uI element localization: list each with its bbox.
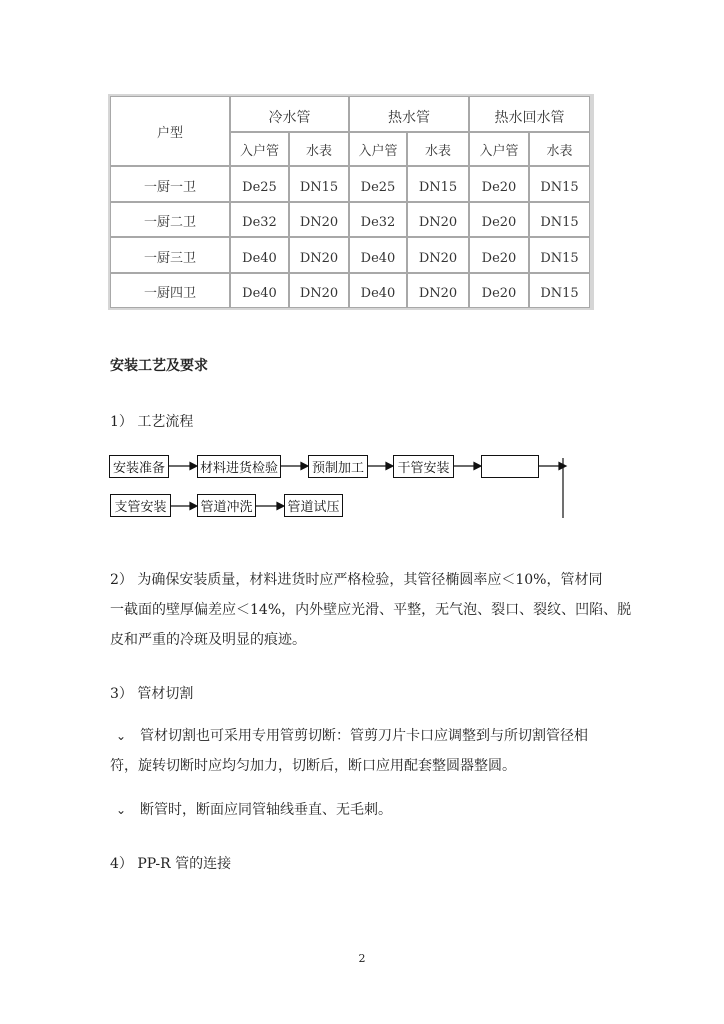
- step-4-heading: 4） PP-R 管的连接: [110, 856, 232, 872]
- step-3-heading: 3） 管材切割: [110, 686, 194, 702]
- cell-text: De20: [481, 286, 517, 301]
- cell-text: 一厨一卫: [143, 180, 196, 195]
- cell-text: De32: [242, 215, 277, 230]
- cell-text: DN20: [299, 215, 339, 230]
- flow-box-branch-pipe: [110, 494, 171, 517]
- bullet-mark: ⌄: [116, 803, 127, 817]
- section-title: 安装工艺及要求: [110, 358, 208, 374]
- bullet-2-line-1: 断管时，断面应同管轴线垂直、无毛刺。: [140, 802, 392, 818]
- cell-text: De40: [360, 286, 396, 301]
- cell-text: DN20: [299, 286, 339, 301]
- flow-box-label: 安装准备: [112, 461, 165, 476]
- cell-text: DN15: [418, 180, 458, 195]
- sub-header-label: 入户管: [239, 144, 279, 159]
- cell-text: De25: [360, 180, 396, 195]
- flow-box-pressure-test: [284, 494, 343, 517]
- group-header-label: 热水回水管: [494, 110, 565, 126]
- cell-text: De25: [242, 180, 277, 195]
- flow-box-empty: [481, 455, 539, 478]
- bullet-mark: ⌄: [116, 729, 127, 743]
- cell-text: 一厨二卫: [143, 215, 196, 230]
- flow-box-inspection: [197, 455, 281, 478]
- flow-box-flush: [197, 494, 256, 517]
- cell-text: DN20: [418, 215, 458, 230]
- group-header-label: 热水管: [388, 110, 430, 126]
- bullet-1-line-2: 符，旋转切断时应均匀加力，切断后，断口应用配套整圆器整圆。: [110, 758, 516, 774]
- group-header-label: 冷水管: [268, 110, 311, 126]
- step-1-heading: 1） 工艺流程: [110, 414, 194, 430]
- sub-header-label: 水表: [424, 144, 451, 159]
- cell-text: De20: [481, 180, 517, 195]
- flow-box-main-pipe: [393, 455, 454, 478]
- sub-header-label: 水表: [546, 144, 573, 159]
- flow-box-label: 干管安装: [397, 461, 450, 476]
- cell-text: De20: [481, 215, 517, 230]
- flow-box-label: 支管安装: [114, 500, 167, 515]
- bullet-1-line-1: 管材切割也可采用专用管剪切断：管剪刀片卡口应调整到与所切割管径相: [140, 728, 588, 744]
- cell-text: De40: [242, 286, 277, 301]
- para-2-line-2: 一截面的壁厚偏差应＜14%，内外壁应光滑、平整，无气泡、裂口、裂纹、凹陷、脱: [110, 602, 632, 618]
- cell-text: DN15: [540, 251, 579, 266]
- sub-header-label: 入户管: [358, 144, 398, 159]
- cell-text: DN20: [418, 286, 458, 301]
- cell-text: 一厨三卫: [143, 251, 196, 266]
- cell-text: 一厨四卫: [143, 286, 196, 301]
- cell-text: De40: [360, 251, 396, 266]
- row-header-label: 户型: [156, 125, 183, 141]
- cell-text: DN15: [540, 180, 579, 195]
- cell-text: De20: [481, 251, 517, 266]
- flow-box-label: 预制加工: [311, 461, 364, 476]
- flow-box-label: 管道试压: [287, 500, 340, 515]
- sub-header-label: 入户管: [479, 144, 519, 159]
- cell-text: DN15: [540, 215, 579, 230]
- sub-header-label: 水表: [305, 144, 332, 159]
- cell-text: De40: [242, 251, 277, 266]
- para-2-line-1: 2） 为确保安装质量，材料进货时应严格检验，其管径椭圆率应＜10%，管材同: [110, 572, 603, 588]
- para-2-line-3: 皮和严重的冷斑及明显的痕迹。: [110, 632, 306, 648]
- flow-box-label: 材料进货检验: [199, 461, 278, 476]
- flow-box-prefab: [308, 455, 368, 478]
- cell-text: DN15: [299, 180, 339, 195]
- cell-text: De32: [360, 215, 396, 230]
- flow-box-prepare: [109, 455, 169, 478]
- cell-text: DN20: [299, 251, 339, 266]
- cell-text: DN20: [418, 251, 458, 266]
- page-number: 2: [358, 952, 366, 965]
- flow-box-label: 管道冲洗: [200, 500, 253, 515]
- cell-text: DN15: [540, 286, 579, 301]
